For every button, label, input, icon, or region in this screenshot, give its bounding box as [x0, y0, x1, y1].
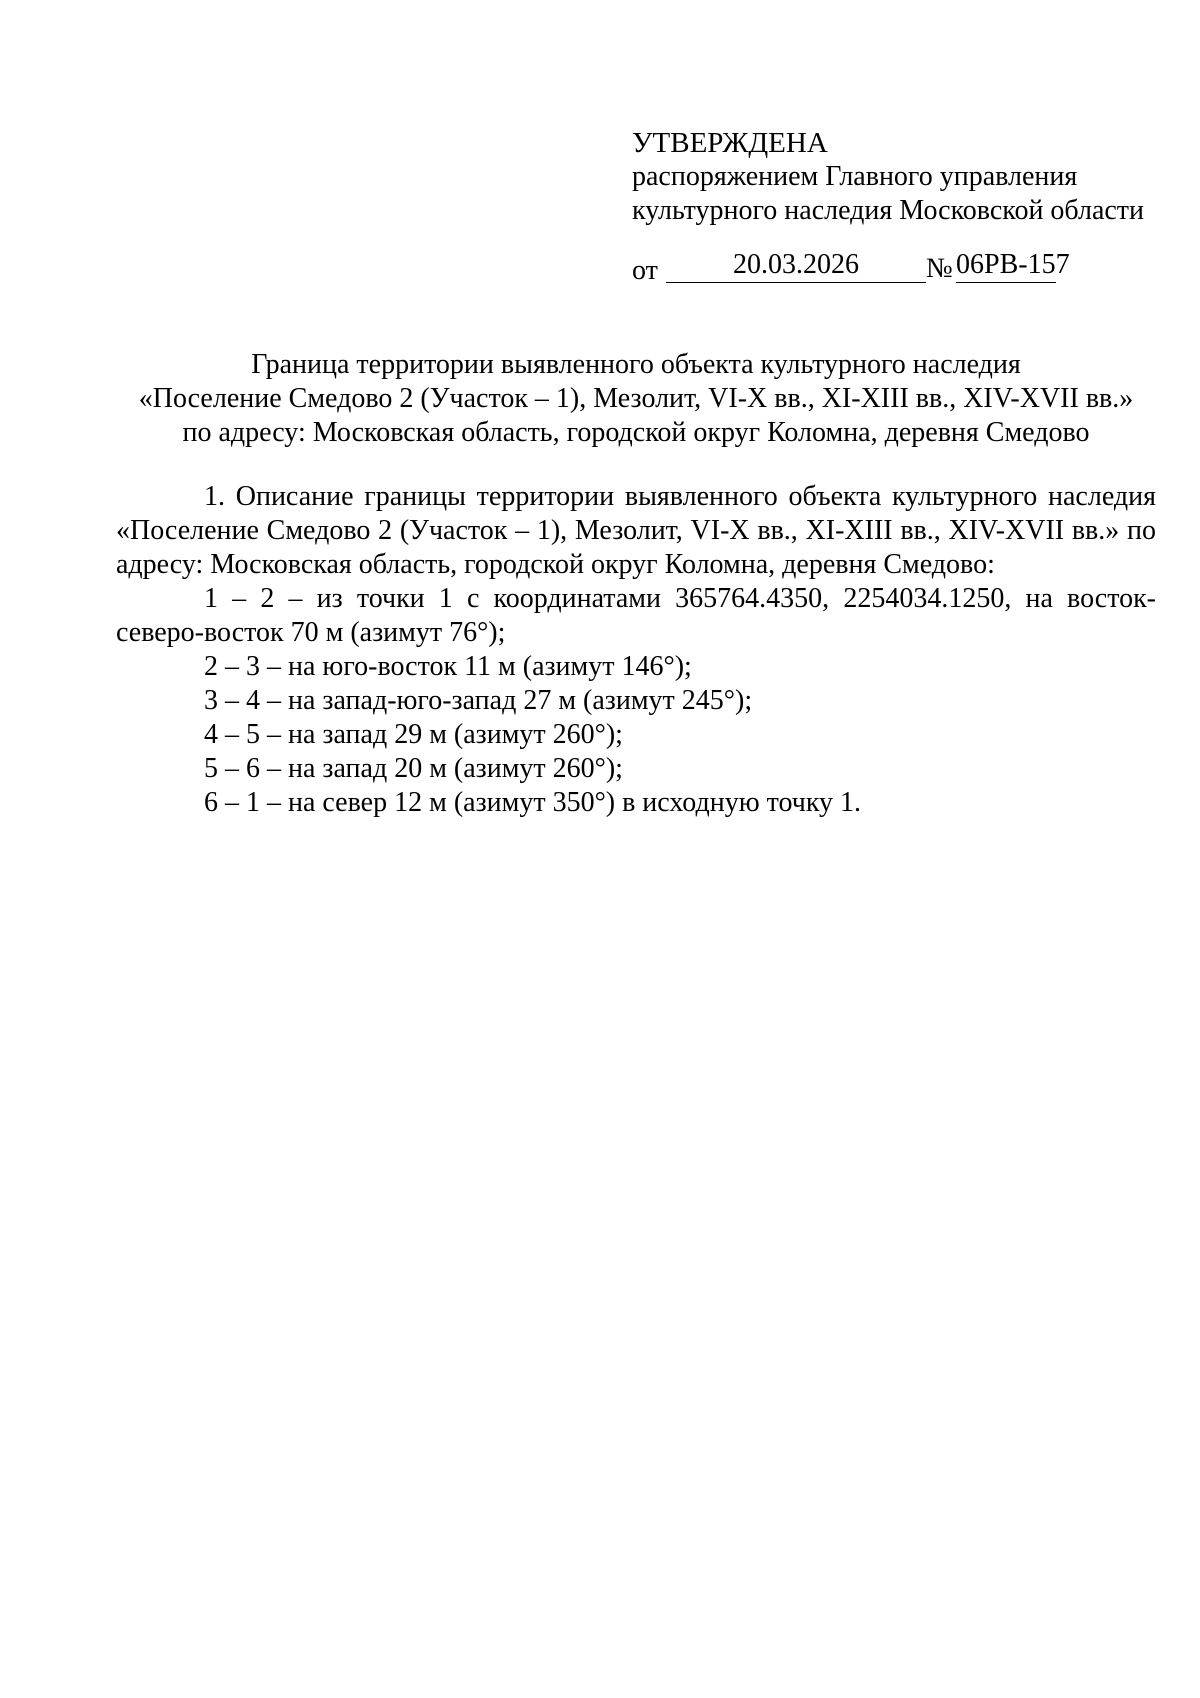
description-paragraph: 1. Описание границы территории выявленного объекта культурного наследия «Поселение Смедово 2 (Участок – 1), Мезолит, VI-X вв., XI-XIII вв., XIV-XVII вв.» по адресу: Московская область, городской округ Коломна, деревня Смедово: — [116, 481, 1156, 580]
approval-date: 20.03.2026 — [666, 248, 926, 283]
boundary-segment: 2 – 3 – на юго-восток 11 м (азимут 146°); — [204, 651, 692, 682]
approval-stamp: УТВЕРЖДЕНА — [632, 127, 828, 159]
boundary-segment: 4 – 5 – на запад 29 м (азимут 260°); — [204, 719, 623, 750]
boundary-segment: 1 – 2 – из точки 1 с координатами 365764.4350, 2254034.1250, на восток-северо-восток 70 м (азимут 76°); — [116, 583, 1156, 648]
boundary-description — [116, 480, 1156, 820]
document-title — [116, 348, 1156, 450]
boundary-segment: 3 – 4 – на запад-юго-запад 27 м (азимут 245°); — [204, 685, 753, 716]
approval-date-number — [632, 248, 1172, 288]
title-line-1: Граница территории выявленного объекта культурного наследия — [251, 349, 1021, 380]
boundary-segment: 5 – 6 – на запад 20 м (азимут 260°); — [204, 753, 623, 784]
approval-number: 06РВ-157 — [956, 248, 1056, 283]
date-prefix: от — [632, 255, 658, 286]
approval-authority-line-2: культурного наследия Московской области — [632, 195, 1145, 226]
approval-authority-line-1: распоряжением Главного управления — [632, 161, 1078, 192]
title-line-2: «Поселение Смедово 2 (Участок – 1), Мезолит, VI-X вв., XI-XIII вв., XIV-XVII вв.» — [138, 383, 1134, 414]
approval-block — [632, 126, 1172, 286]
number-sign: № — [926, 253, 953, 284]
boundary-segment: 6 – 1 – на север 12 м (азимут 350°) в исходную точку 1. — [204, 787, 862, 818]
title-line-3: по адресу: Московская область, городской округ Коломна, деревня Смедово — [182, 417, 1090, 448]
